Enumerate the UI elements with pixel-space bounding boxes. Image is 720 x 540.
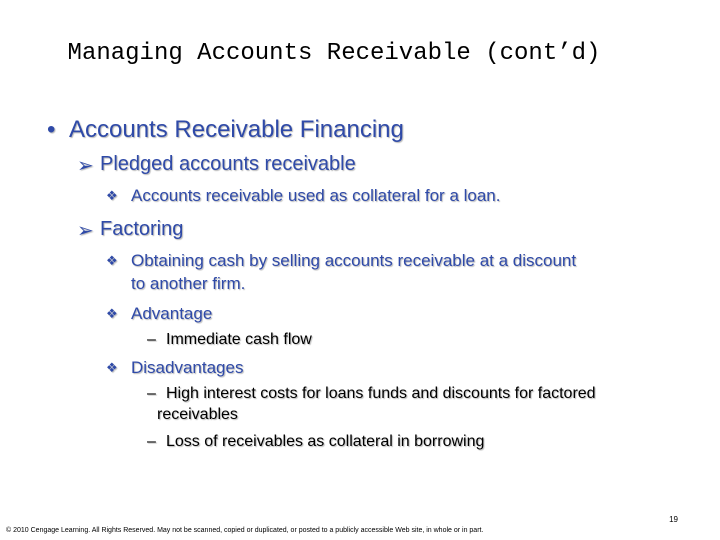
- bullet-disadvantages: Disadvantages: [131, 358, 244, 377]
- bullet-advantage: Advantage: [131, 304, 213, 323]
- bullet-disadv-item1-line2: receivables: [157, 406, 238, 423]
- bullet-disadv-item1-line1: High interest costs for loans funds and discounts for factored: [166, 385, 596, 402]
- copyright-notice: © 2010 Cengage Learning. All Rights Reserved. May not be scanned, copied or duplicated, or posted to a publicly accessible Web site, in whole or in part.: [6, 527, 484, 534]
- bullet-factoring-sub1-line1: Obtaining cash by selling accounts receivable at a discount: [131, 251, 577, 270]
- diamond-bullet-icon: ❖: [106, 306, 118, 321]
- bullet-dot-icon: •: [47, 116, 56, 143]
- bullet-pledged: Pledged accounts receivable: [100, 153, 356, 175]
- arrow-bullet-icon: ➢: [77, 155, 94, 177]
- arrow-bullet-icon: ➢: [77, 220, 94, 242]
- diamond-bullet-icon: ❖: [106, 188, 118, 203]
- bullet-factoring: Factoring: [100, 218, 184, 240]
- bullet-ar-financing: Accounts Receivable Financing: [69, 116, 404, 143]
- bullet-factoring-sub1-line2: to another firm.: [131, 274, 246, 293]
- dash-bullet-icon: –: [147, 433, 156, 450]
- slide-title: Managing Accounts Receivable (cont’d): [67, 40, 601, 67]
- dash-bullet-icon: –: [147, 385, 156, 402]
- bullet-disadv-item2: Loss of receivables as collateral in borrowing: [166, 433, 485, 450]
- bullet-pledged-sub: Accounts receivable used as collateral for a loan.: [131, 186, 501, 205]
- bullet-advantage-item: Immediate cash flow: [166, 331, 312, 348]
- diamond-bullet-icon: ❖: [106, 253, 118, 268]
- dash-bullet-icon: –: [147, 331, 156, 348]
- diamond-bullet-icon: ❖: [106, 360, 118, 375]
- page-number: 19: [669, 515, 678, 524]
